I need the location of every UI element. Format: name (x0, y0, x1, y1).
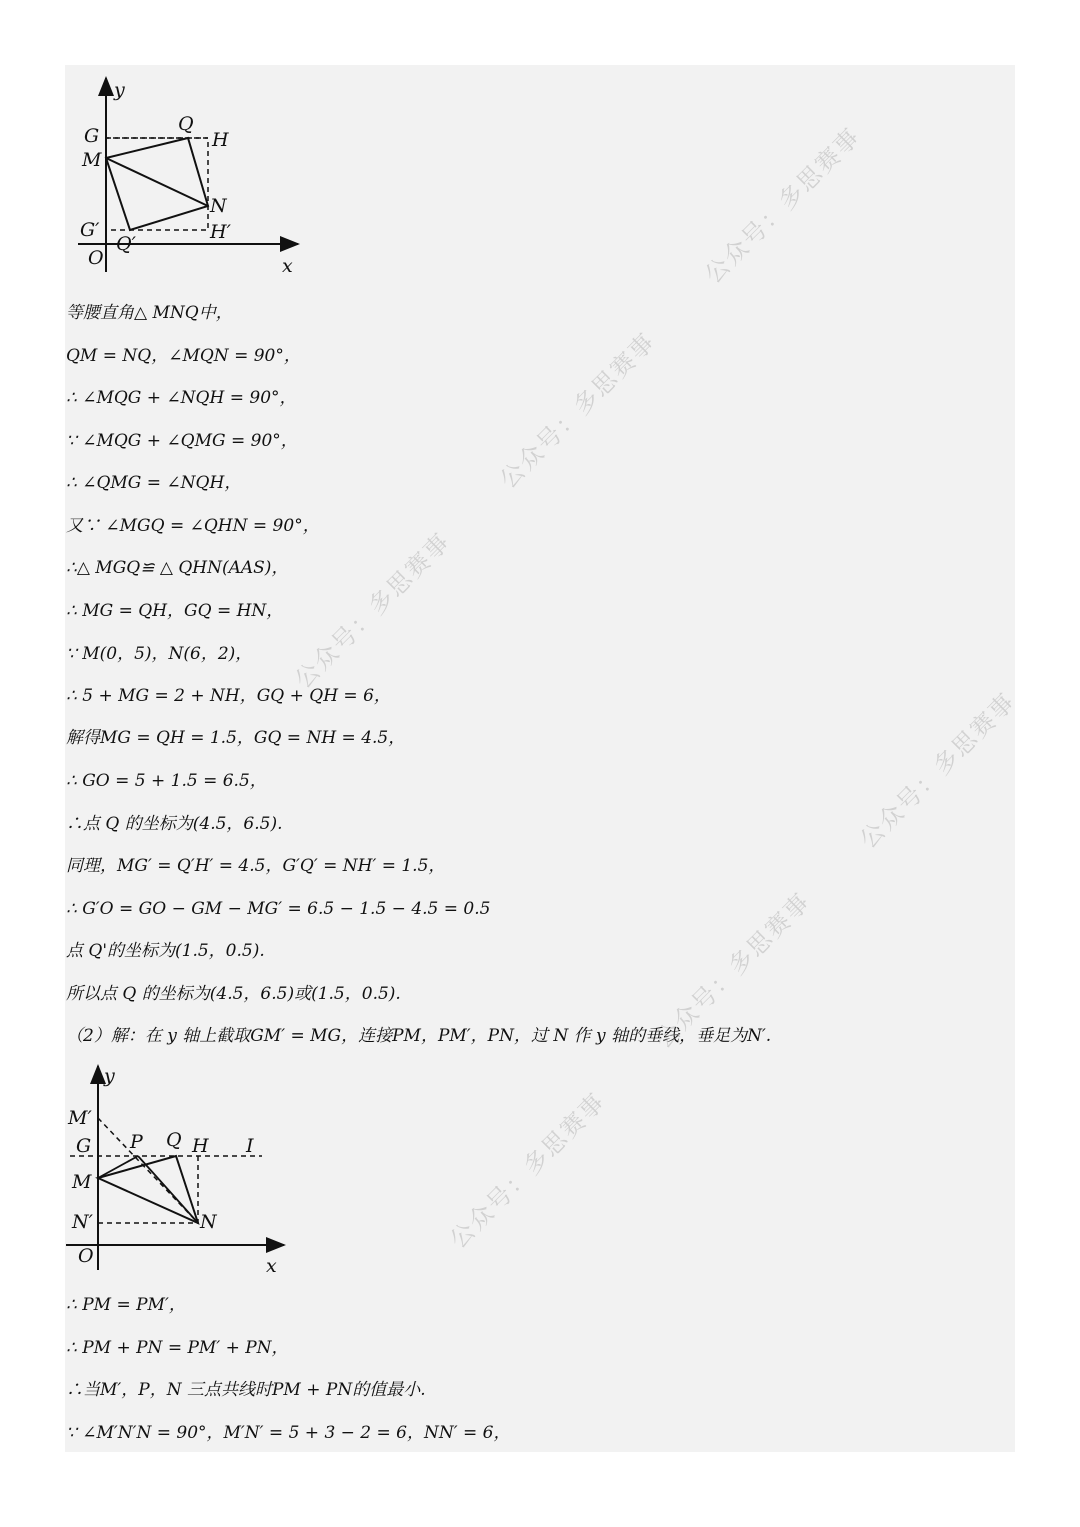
watermark: 公众号：多思赛事 (699, 122, 867, 290)
label-q: Q (166, 1129, 182, 1151)
text-line: ∴ ∠QMG = ∠NQH， (66, 473, 242, 493)
text-line: 所以点 Q 的坐标为(4.5，6.5)或(1.5，0.5). (66, 984, 401, 1004)
square-mqnq (106, 138, 208, 230)
label-o: O (78, 1245, 94, 1267)
text-line: 同理，MG′ = Q′H′ = 4.5，G′Q′ = NH′ = 1.5， (66, 856, 446, 876)
figure-1 (70, 72, 310, 282)
figure-2 (62, 1060, 302, 1280)
text-line: ∴当M′，P，N 三点共线时PM + PN的值最小. (66, 1380, 426, 1400)
text-line: ∴ G′O = GO − GM − MG′ = 6.5 − 1.5 − 4.5 = 0.5 (66, 899, 491, 919)
label-m: M (72, 1171, 92, 1193)
watermark: 公众号：多思赛事 (444, 1087, 612, 1255)
text-line: ∵ M(0，5)，N(6，2)， (66, 644, 253, 664)
text-line: ∵ ∠M′N′N = 90°，M′N′ = 5 + 3 − 2 = 6，NN′ = 6， (66, 1423, 511, 1443)
label-i: I (246, 1135, 254, 1157)
label-p: P (130, 1131, 143, 1153)
text-line: ∴点 Q 的坐标为(4.5，6.5). (66, 814, 283, 834)
label-m-prime: M′ (68, 1107, 92, 1129)
label-g: G (76, 1135, 92, 1157)
watermark: 公众号：多思赛事 (649, 887, 817, 1055)
label-q-prime: Q′ (116, 233, 136, 255)
text-line: 等腰直角△ MNQ中， (66, 303, 233, 323)
label-n-prime: N′ (72, 1211, 93, 1233)
label-h: H (212, 129, 229, 151)
text-line: ∴ 5 + MG = 2 + NH，GQ + QH = 6， (66, 686, 391, 706)
text-line: 解得MG = QH = 1.5，GQ = NH = 4.5， (66, 728, 406, 748)
label-n: N (200, 1211, 217, 1233)
label-y: y (114, 79, 125, 101)
watermark: 公众号：多思赛事 (289, 527, 457, 695)
label-m: M (82, 149, 102, 171)
text-line: ∴ PM = PM′， (66, 1295, 186, 1315)
label-x: x (266, 1255, 277, 1277)
label-g: G (84, 125, 100, 147)
label-n: N (210, 195, 227, 217)
label-y: y (104, 1065, 115, 1087)
text-line: ∴△ MGQ≌ △ QHN(AAS)， (66, 558, 289, 578)
label-h: H (192, 1135, 209, 1157)
text-line: ∵ ∠MQG + ∠QMG = 90°， (66, 431, 298, 451)
text-line: 点 Q'的坐标为(1.5，0.5). (66, 941, 265, 961)
text-line: ∴ PM + PN = PM′ + PN， (66, 1338, 289, 1358)
label-h-prime: H′ (210, 221, 231, 243)
watermark: 公众号：多思赛事 (854, 687, 1022, 855)
label-q: Q (178, 113, 194, 135)
label-o: O (88, 247, 104, 269)
label-x: x (282, 255, 293, 277)
label-g-prime: G′ (80, 219, 100, 241)
text-line: 又∵ ∠MGQ = ∠QHN = 90°， (66, 516, 320, 536)
text-line: ∴ ∠MQG + ∠NQH = 90°， (66, 388, 297, 408)
text-line: QM = NQ，∠MQN = 90°， (66, 346, 301, 366)
text-line: ∴ GO = 5 + 1.5 = 6.5， (66, 771, 267, 791)
watermark: 公众号：多思赛事 (494, 327, 662, 495)
text-line: ∴ MG = QH，GQ = HN， (66, 601, 284, 621)
text-line: （2）解：在 y 轴上截取GM′ = MG，连接PM，PM′，PN，过 N 作 y 轴的垂线，垂足为N′. (66, 1026, 772, 1046)
